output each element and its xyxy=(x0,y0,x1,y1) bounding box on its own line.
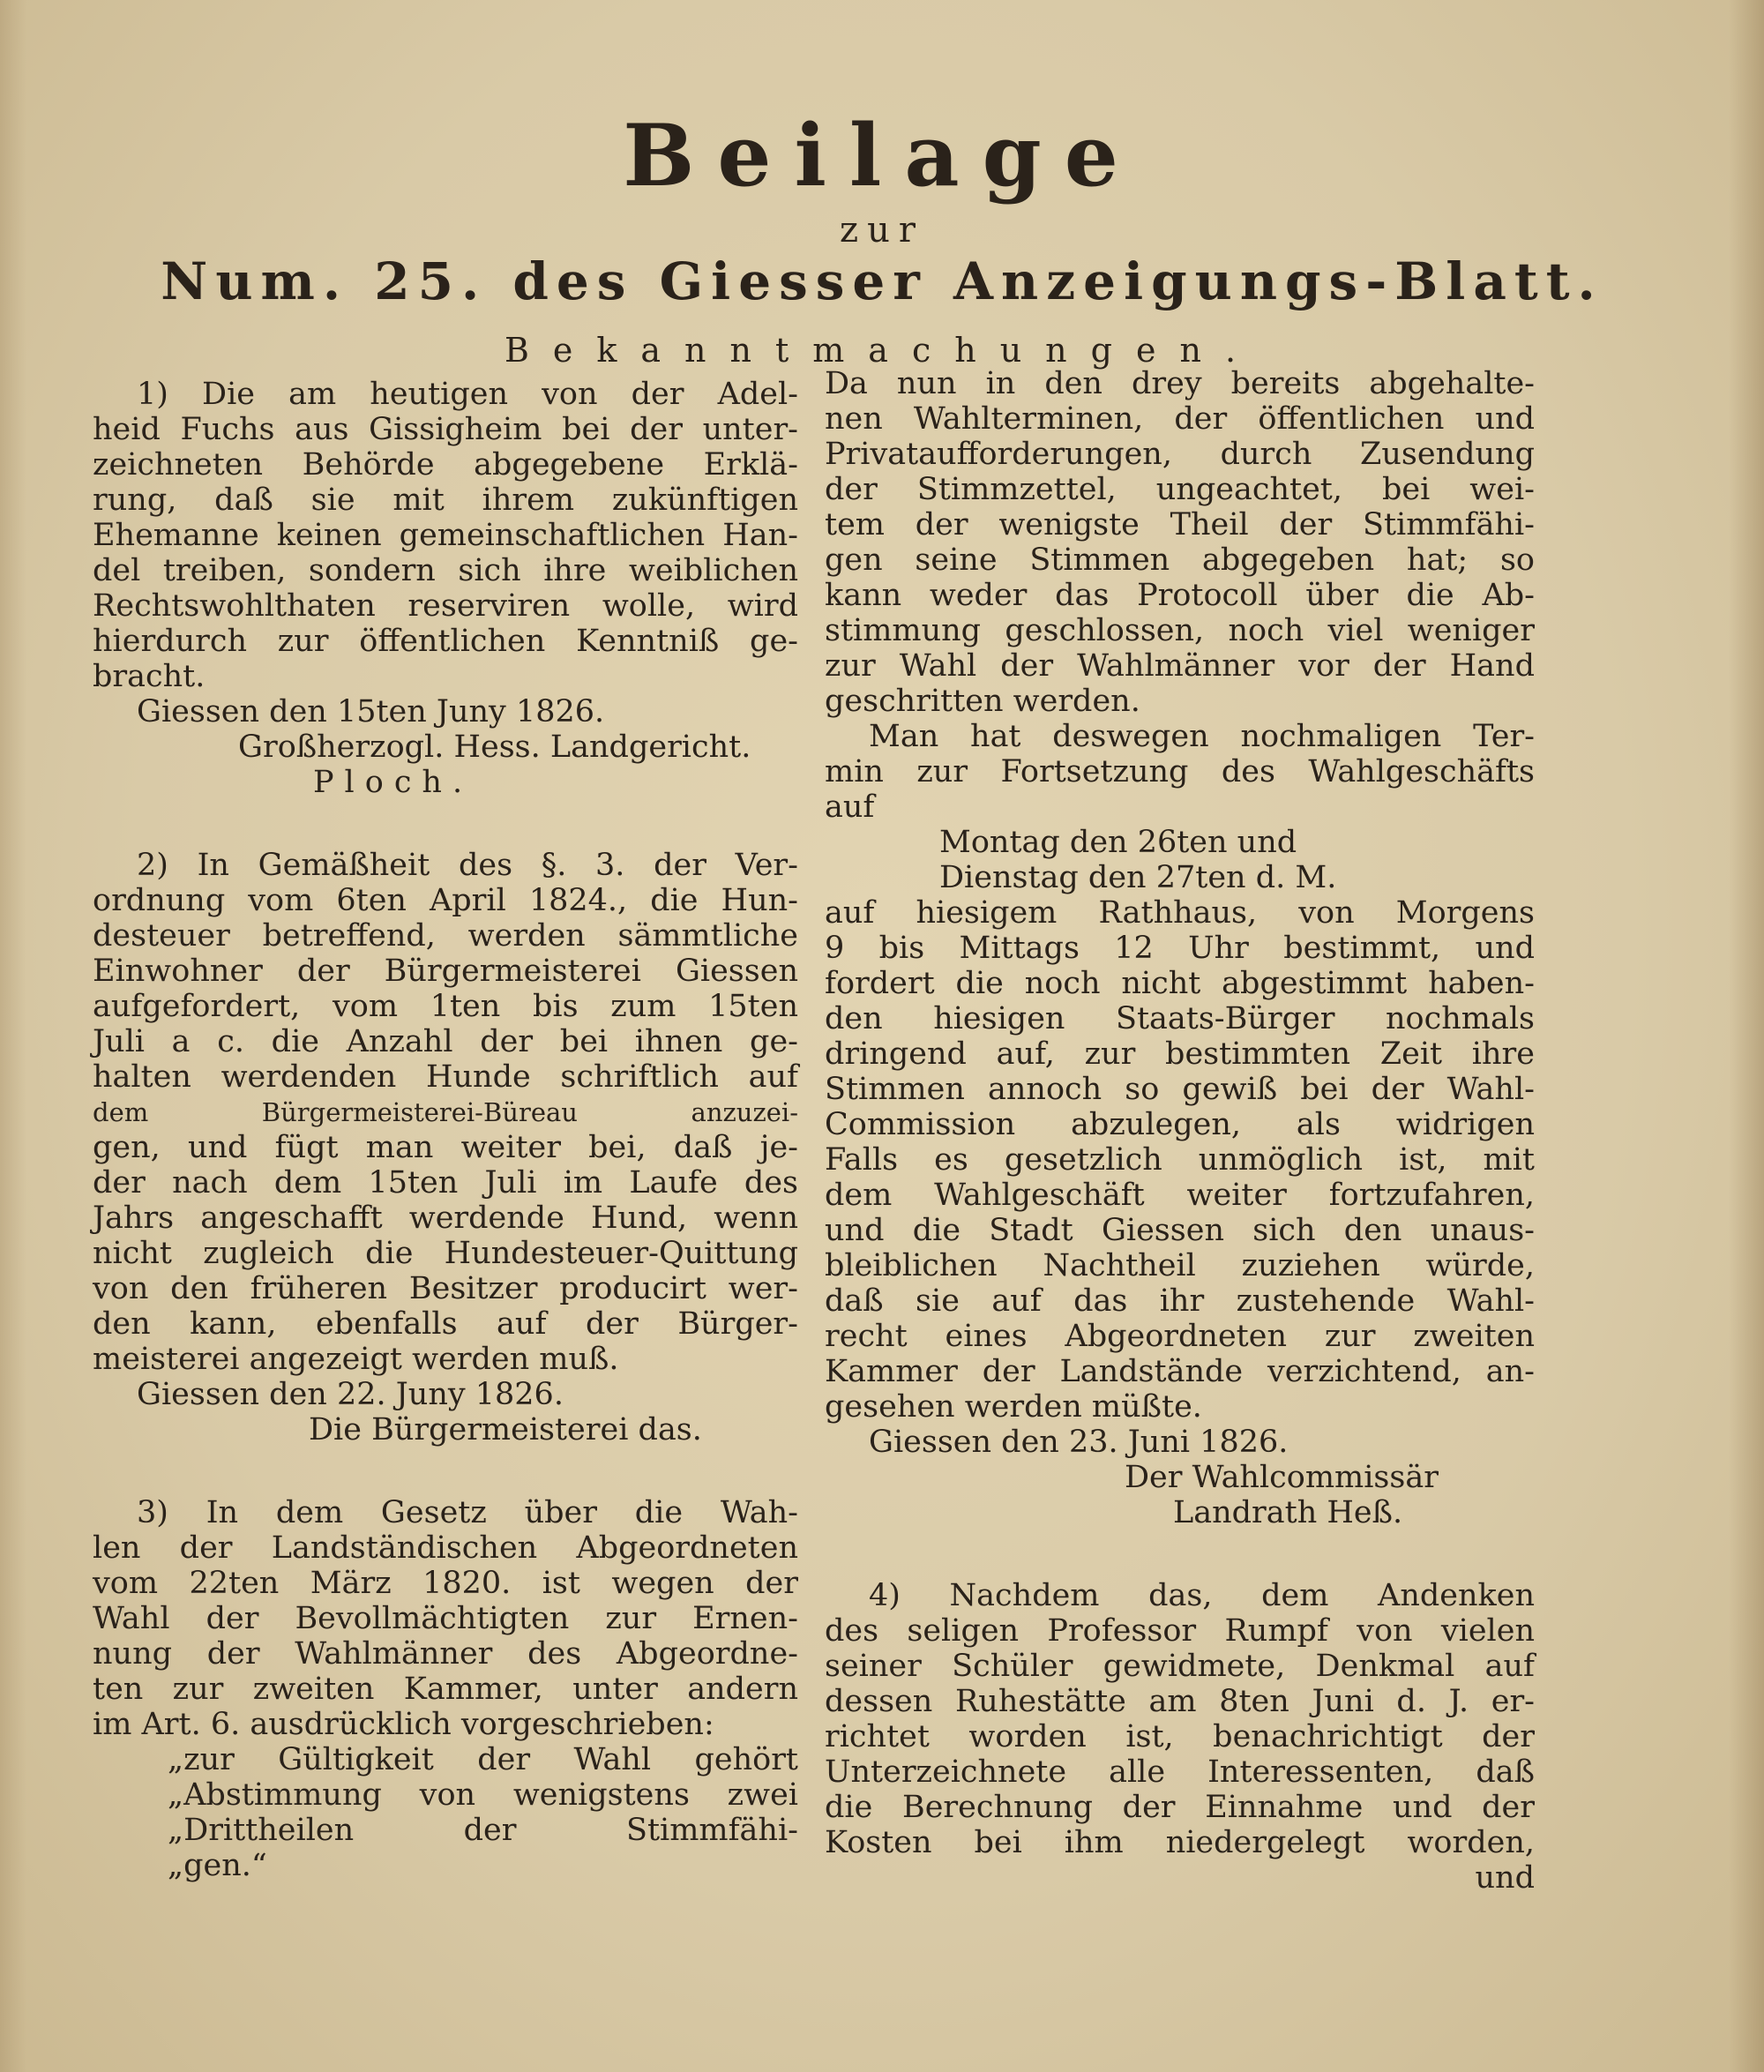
notice-3-cont-line: auf xyxy=(825,789,875,825)
notice-3-cont-line: Kammer der Landstände verzichtend, an- xyxy=(825,1354,1535,1389)
notice-4-line: die Berechnung der Einnahme und der xyxy=(825,1790,1535,1825)
meeting-date: Montag den 26ten und xyxy=(939,825,1297,860)
notice-4-line: des seligen Professor Rumpf von vielen xyxy=(825,1613,1535,1649)
notice-2-line: meisterei angezeigt werden muß. xyxy=(93,1342,619,1377)
notice-3-cont-line: Da nun in den drey bereits abgehalte- xyxy=(825,366,1535,401)
notice-3-cont-line: kann weder das Protocoll über die Ab- xyxy=(825,578,1535,613)
catchword: und xyxy=(1475,1860,1535,1896)
notice-2-line: nicht zugleich die Hundesteuer-Quittung xyxy=(93,1236,798,1271)
notice-3-signature: Landrath Heß. xyxy=(1173,1495,1403,1530)
meeting-date: Dienstag den 27ten d. M. xyxy=(939,860,1337,895)
page-title: Beilage xyxy=(623,106,1141,206)
notice-3-cont-line: geschritten werden. xyxy=(825,684,1140,719)
notice-3-cont-line: dringend auf, zur bestimmten Zeit ihre xyxy=(825,1036,1535,1072)
notice-4-line: richtet worden ist, benachrichtigt der xyxy=(825,1719,1535,1754)
notice-3-date: Giessen den 23. Juni 1826. xyxy=(869,1425,1289,1460)
issue-line: Num. 25. des Giesser Anzeigungs-Blatt. xyxy=(161,251,1603,311)
notice-2-date: Giessen den 22. Juny 1826. xyxy=(137,1377,564,1412)
notice-3-cont-line: stimmung geschlossen, noch viel weniger xyxy=(825,613,1535,648)
notice-3-quote-line: „Drittheilen der Stimmfähi- xyxy=(168,1813,798,1848)
notice-2-line: dem Bürgermeisterei-Büreau anzuzei- xyxy=(93,1097,798,1127)
notice-1-line: 1) Die am heutigen von der Adel- xyxy=(137,377,798,412)
notice-1-line: heid Fuchs aus Gissigheim bei der unter- xyxy=(93,412,798,447)
notice-3-cont-line: daß sie auf das ihr zustehende Wahl- xyxy=(825,1283,1535,1319)
notice-1-date: Giessen den 15ten Juny 1826. xyxy=(137,694,605,729)
notice-3-cont-line: der Stimmzettel, ungeachtet, bei wei- xyxy=(825,472,1535,507)
section-heading: Bekanntmachungen. xyxy=(504,331,1260,370)
notice-3-cont-line: gesehen werden müßte. xyxy=(825,1389,1202,1425)
notice-3-cont-line: Privataufforderungen, durch Zusendung xyxy=(825,437,1535,472)
notice-2-line: Einwohner der Bürgermeisterei Giessen xyxy=(93,954,798,989)
notice-1-authority: Großherzogl. Hess. Landgericht. xyxy=(238,729,751,765)
notice-3-authority: Der Wahlcommissär xyxy=(1125,1460,1439,1495)
notice-1-line: hierdurch zur öffentlichen Kenntniß ge- xyxy=(93,624,798,659)
notice-2-line: 2) In Gemäßheit des §. 3. der Ver- xyxy=(137,848,798,883)
notice-3-cont-line: Stimmen annoch so gewiß bei der Wahl- xyxy=(825,1072,1535,1107)
notice-3-cont-line: gen seine Stimmen abgegeben hat; so xyxy=(825,542,1535,578)
notice-3-quote-line: „gen.“ xyxy=(168,1848,267,1883)
title-connector: zur xyxy=(840,210,924,251)
notice-3-cont-line: recht eines Abgeordneten zur zweiten xyxy=(825,1319,1535,1354)
notice-2-line: den kann, ebenfalls auf der Bürger- xyxy=(93,1306,798,1342)
notice-3-line: im Art. 6. ausdrücklich vorgeschrieben: xyxy=(93,1707,714,1742)
notice-4-line: Kosten bei ihm niedergelegt worden, xyxy=(825,1825,1535,1860)
notice-3-line: ten zur zweiten Kammer, unter andern xyxy=(93,1672,798,1707)
notice-1-signature: Ploch. xyxy=(313,765,474,800)
right-column xyxy=(825,366,1535,1896)
notice-3-line: len der Landständischen Abgeordneten xyxy=(93,1530,798,1566)
notice-4-line: seiner Schüler gewidmete, Denkmal auf xyxy=(825,1649,1535,1684)
notice-3-line: Wahl der Bevollmächtigten zur Ernen- xyxy=(93,1601,798,1636)
notice-3-cont-line: fordert die noch nicht abgestimmt haben- xyxy=(825,966,1535,1001)
notice-3-quote-line: „zur Gültigkeit der Wahl gehört xyxy=(168,1742,798,1777)
notice-3-cont-line: zur Wahl der Wahlmänner vor der Hand xyxy=(825,648,1535,684)
notice-2-line: ordnung vom 6ten April 1824., die Hun- xyxy=(93,883,798,918)
notice-1-line: bracht. xyxy=(93,659,206,694)
notice-3-cont-line: 9 bis Mittags 12 Uhr bestimmt, und xyxy=(825,931,1535,966)
notice-3-cont-line: Man hat deswegen nochmaligen Ter- xyxy=(869,719,1535,754)
notice-2-line: aufgefordert, vom 1ten bis zum 15ten xyxy=(93,989,798,1024)
notice-2-line: desteuer betreffend, werden sämmtliche xyxy=(93,918,798,954)
notice-4-line: 4) Nachdem das, dem Andenken xyxy=(869,1578,1535,1613)
notice-2-line: Jahrs angeschafft werdende Hund, wenn xyxy=(93,1201,798,1236)
notice-3-cont-line: Falls es gesetzlich unmöglich ist, mit xyxy=(825,1142,1535,1178)
notice-3-cont-line: den hiesigen Staats-Bürger nochmals xyxy=(825,1001,1535,1036)
notice-3-cont-line: und die Stadt Giessen sich den unaus- xyxy=(825,1213,1535,1248)
notice-1-line: Ehemanne keinen gemeinschaftlichen Han- xyxy=(93,518,798,553)
notice-2-line: der nach dem 15ten Juli im Laufe des xyxy=(93,1165,798,1201)
notice-2-line: von den früheren Besitzer producirt wer- xyxy=(93,1271,798,1306)
notice-3-quote-line: „Abstimmung von wenigstens zwei xyxy=(168,1777,798,1813)
notice-2-line: halten werdenden Hunde schriftlich auf xyxy=(93,1059,798,1095)
notice-3-line: 3) In dem Gesetz über die Wah- xyxy=(137,1495,798,1530)
notice-3-cont-line: nen Wahlterminen, der öffentlichen und xyxy=(825,401,1535,437)
notice-1-line: rung, daß sie mit ihrem zukünftigen xyxy=(93,482,798,518)
notice-1-line: Rechtswohlthaten reserviren wolle, wird xyxy=(93,588,798,624)
notice-4-line: dessen Ruhestätte am 8ten Juni d. J. er- xyxy=(825,1684,1535,1719)
notice-2-line: gen, und fügt man weiter bei, daß je- xyxy=(93,1130,798,1165)
notice-1-line: del treiben, sondern sich ihre weiblichen xyxy=(93,553,798,588)
notice-3-cont-line: min zur Fortsetzung des Wahlgeschäfts xyxy=(825,754,1535,789)
notice-3-cont-line: auf hiesigem Rathhaus, von Morgens xyxy=(825,895,1535,931)
notice-3-line: nung der Wahlmänner des Abgeordne- xyxy=(93,1636,798,1672)
notice-3-cont-line: tem der wenigste Theil der Stimmfähi- xyxy=(825,507,1535,542)
notice-3-cont-line: dem Wahlgeschäft weiter fortzufahren, xyxy=(825,1178,1535,1213)
notice-3-cont-line: Commission abzulegen, als widrigen xyxy=(825,1107,1535,1142)
notice-2-line: Juli a c. die Anzahl der bei ihnen ge- xyxy=(93,1024,798,1059)
notice-1-line: zeichneten Behörde abgegebene Erklä- xyxy=(93,447,798,482)
notice-4-line: Unterzeichnete alle Interessenten, daß xyxy=(825,1754,1535,1790)
notice-3-line: vom 22ten März 1820. ist wegen der xyxy=(93,1566,798,1601)
left-column xyxy=(93,377,798,1883)
notice-3-cont-line: bleiblichen Nachtheil zuziehen würde, xyxy=(825,1248,1535,1283)
notice-2-signature: Die Bürgermeisterei das. xyxy=(309,1412,702,1447)
